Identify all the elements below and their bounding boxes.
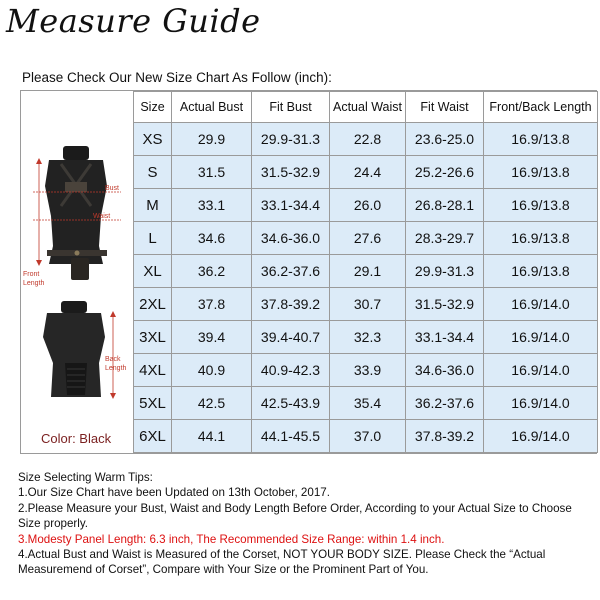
waist-annotation: Waist xyxy=(93,213,111,220)
table-cell: 44.1 xyxy=(172,420,252,453)
table-cell: 4XL xyxy=(134,354,172,387)
column-header: Size xyxy=(134,92,172,123)
table-cell: 33.1-34.4 xyxy=(406,321,484,354)
table-cell: 16.9/14.0 xyxy=(484,354,598,387)
tip-4: 4.Actual Bust and Waist is Measured of the Corset, NOT YOUR BODY SIZE. Please Check the “Actual Measuremend of Corset”, Compare with Your Size or the Prominent Part of You. xyxy=(18,548,546,577)
column-header: Actual Waist xyxy=(330,92,406,123)
corset-back-image xyxy=(21,301,133,411)
table-cell: 22.8 xyxy=(330,123,406,156)
back-length-annotation-1: Back xyxy=(105,356,121,363)
table-row xyxy=(134,321,598,354)
table-row xyxy=(134,354,598,387)
table-cell: 16.9/13.8 xyxy=(484,189,598,222)
table-cell: 16.9/14.0 xyxy=(484,321,598,354)
table-cell: 37.8-39.2 xyxy=(406,420,484,453)
table-cell: 34.6-36.0 xyxy=(406,354,484,387)
table-cell: 16.9/13.8 xyxy=(484,123,598,156)
table-row xyxy=(134,288,598,321)
column-header: Fit Bust xyxy=(252,92,330,123)
table-cell: 27.6 xyxy=(330,222,406,255)
bust-annotation: Bust xyxy=(105,185,120,192)
table-cell: 42.5-43.9 xyxy=(252,387,330,420)
table-cell: 39.4 xyxy=(172,321,252,354)
table-cell: 42.5 xyxy=(172,387,252,420)
size-chart-subtitle: Please Check Our New Size Chart As Follow (inch): xyxy=(22,70,332,85)
table-cell: 6XL xyxy=(134,420,172,453)
table-cell: 26.8-28.1 xyxy=(406,189,484,222)
tips-section xyxy=(18,470,593,578)
table-cell: 33.1-34.4 xyxy=(252,189,330,222)
table-cell: 16.9/14.0 xyxy=(484,420,598,453)
size-chart-frame xyxy=(20,90,597,454)
table-cell: 37.8-39.2 xyxy=(252,288,330,321)
table-cell: 29.9 xyxy=(172,123,252,156)
table-cell: 36.2 xyxy=(172,255,252,288)
table-cell: 36.2-37.6 xyxy=(406,387,484,420)
back-length-annotation-2: Length xyxy=(105,365,127,372)
table-cell: 16.9/14.0 xyxy=(484,387,598,420)
table-cell: 29.9-31.3 xyxy=(252,123,330,156)
size-table xyxy=(133,91,598,453)
table-row xyxy=(134,222,598,255)
table-cell: 32.3 xyxy=(330,321,406,354)
table-cell: 37.8 xyxy=(172,288,252,321)
table-cell: M xyxy=(134,189,172,222)
tips-heading: Size Selecting Warm Tips: xyxy=(18,471,153,484)
table-cell: 33.1 xyxy=(172,189,252,222)
table-cell: 35.4 xyxy=(330,387,406,420)
table-cell: 2XL xyxy=(134,288,172,321)
table-cell: 40.9 xyxy=(172,354,252,387)
table-cell: 26.0 xyxy=(330,189,406,222)
tip-1: 1.Our Size Chart have been Updated on 13th October, 2017. xyxy=(18,486,330,500)
table-cell: 31.5-32.9 xyxy=(252,156,330,189)
table-cell: 5XL xyxy=(134,387,172,420)
table-cell: 29.9-31.3 xyxy=(406,255,484,288)
table-row xyxy=(134,156,598,189)
table-cell: 3XL xyxy=(134,321,172,354)
table-cell: XL xyxy=(134,255,172,288)
table-row xyxy=(134,420,598,453)
table-cell: 31.5 xyxy=(172,156,252,189)
table-cell: 16.9/14.0 xyxy=(484,288,598,321)
table-cell: L xyxy=(134,222,172,255)
table-cell: 39.4-40.7 xyxy=(252,321,330,354)
column-header: Fit Waist xyxy=(406,92,484,123)
table-cell: 29.1 xyxy=(330,255,406,288)
column-header: Front/Back Length xyxy=(484,92,598,123)
table-cell: 44.1-45.5 xyxy=(252,420,330,453)
table-cell: 37.0 xyxy=(330,420,406,453)
table-cell: 31.5-32.9 xyxy=(406,288,484,321)
tip-3-warning: 3.Modesty Panel Length: 6.3 inch, The Recommended Size Range: within 1.4 inch. xyxy=(18,532,445,546)
column-header: Actual Bust xyxy=(172,92,252,123)
table-cell: 16.9/13.8 xyxy=(484,255,598,288)
table-cell: 28.3-29.7 xyxy=(406,222,484,255)
table-cell: 36.2-37.6 xyxy=(252,255,330,288)
page-title: Measure Guide xyxy=(6,2,261,40)
front-length-annotation-2: Length xyxy=(23,280,45,287)
table-cell: 40.9-42.3 xyxy=(252,354,330,387)
table-cell: 24.4 xyxy=(330,156,406,189)
table-cell: 16.9/13.8 xyxy=(484,156,598,189)
table-row xyxy=(134,387,598,420)
table-header-row xyxy=(134,92,598,123)
table-cell: 34.6 xyxy=(172,222,252,255)
front-length-annotation-1: Front xyxy=(23,271,40,278)
color-label: Color: Black xyxy=(41,431,112,446)
table-cell: S xyxy=(134,156,172,189)
product-panel xyxy=(21,91,133,453)
table-row xyxy=(134,189,598,222)
table-cell: 34.6-36.0 xyxy=(252,222,330,255)
table-row xyxy=(134,123,598,156)
table-cell: 25.2-26.6 xyxy=(406,156,484,189)
table-cell: 30.7 xyxy=(330,288,406,321)
table-cell: XS xyxy=(134,123,172,156)
table-cell: 23.6-25.0 xyxy=(406,123,484,156)
table-row xyxy=(134,255,598,288)
tip-2: 2.Please Measure your Bust, Waist and Body Length Before Order, According to your Actual Size to Choose Size properly. xyxy=(18,501,572,531)
table-cell: 33.9 xyxy=(330,354,406,387)
table-cell: 16.9/13.8 xyxy=(484,222,598,255)
